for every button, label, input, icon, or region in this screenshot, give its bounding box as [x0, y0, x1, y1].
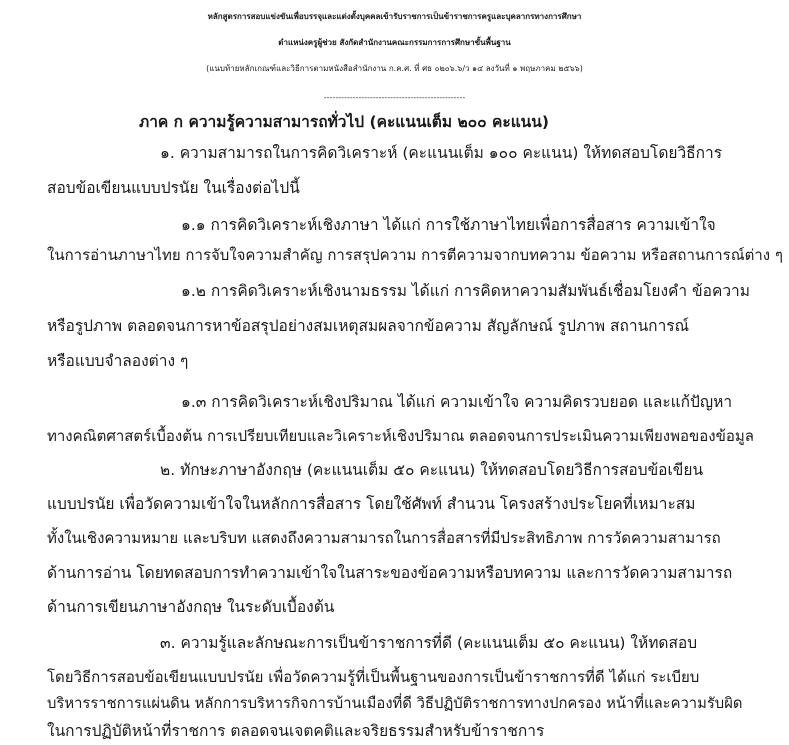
item-1-1-line-2: ในการอ่านภาษาไทย การจับใจความสำคัญ การสรุปความ การตีความจากบทความ ข้อความ หรือสถานการณ์ต่าง ๆ	[47, 246, 783, 264]
item-1-line-1: ๑. ความสามารถในการคิดวิเคราะห์ (คะแนนเต็ม ๑๐๐ คะแนน) ให้ทดสอบโดยวิธีการ	[160, 144, 723, 162]
item-3-line-1: ๓. ความรู้และลักษณะการเป็นข้าราชการที่ดี (คะแนนเต็ม ๕๐ คะแนน) ให้ทดสอบ	[160, 634, 698, 652]
item-2-line-2: แบบปรนัย เพื่อวัดความเข้าใจในหลักการสื่อสาร โดยใช้ศัพท์ สำนวน โครงสร้างประโยคที่เหมาะสม	[47, 495, 696, 513]
item-2-line-1: ๒. ทักษะภาษาอังกฤษ (คะแนนเต็ม ๕๐ คะแนน) ให้ทดสอบโดยวิธีการสอบข้อเขียน	[160, 461, 704, 479]
item-2-line-5: ด้านการเขียนภาษาอังกฤษ ในระดับเบื้องต้น	[47, 598, 335, 616]
item-1-3-line-1: ๑.๓ การคิดวิเคราะห์เชิงปริมาณ ได้แก่ ความเข้าใจ ความคิดรวบยอด และแก้ปัญหา	[181, 393, 733, 411]
subtitle: (แนบท้ายหลักเกณฑ์และวิธีการตามหนังสือสำนักงาน ก.ค.ศ. ที่ ศธ ๐๒๐๖.๖/ว ๑๔ ลงวันที่ ๑ พฤษภาคม ๒๕๖๖)	[206, 64, 583, 73]
divider: -------------------------------------------------	[323, 93, 466, 102]
item-1-2-line-3: หรือแบบจำลองต่าง ๆ	[47, 352, 189, 370]
title-line-1: หลักสูตรการสอบแข่งขันเพื่อบรรจุและแต่งตั้งบุคคลเข้ารับราชการเป็นข้าราชการครูและบุคลากรทางการศึกษา	[207, 12, 582, 21]
title-line-2: ตำแหน่งครูผู้ช่วย สังกัดสำนักงานคณะกรรมการการศึกษาขั้นพื้นฐาน	[278, 38, 511, 47]
item-1-line-2: สอบข้อเขียนแบบปรนัย ในเรื่องต่อไปนี้	[47, 179, 300, 197]
item-1-2-line-2: หรือรูปภาพ ตลอดจนการหาข้อสรุปอย่างสมเหตุสมผลจากข้อความ สัญลักษณ์ รูปภาพ สถานการณ์	[47, 317, 689, 335]
item-1-2-line-1: ๑.๒ การคิดวิเคราะห์เชิงนามธรรม ได้แก่ การคิดหาความสัมพันธ์เชื่อมโยงคำ ข้อความ	[181, 282, 750, 300]
item-3-line-4: ในการปฏิบัติหน้าที่ราชการ ตลอดจนเจตคติและจริยธรรมสำหรับข้าราชการ	[47, 722, 545, 740]
section-heading: ภาค ก ความรู้ความสามารถทั่วไป (คะแนนเต็ม ๒๐๐ คะแนน)	[139, 113, 549, 131]
item-2-line-4: ด้านการอ่าน โดยทดสอบการทำความเข้าใจในสาระของข้อความหรือบทความ และการวัดความสามารถ	[47, 564, 733, 582]
item-1-3-line-2: ทางคณิตศาสตร์เบื้องต้น การเปรียบเทียบและวิเคราะห์เชิงปริมาณ ตลอดจนการประเมินความเพียงพอของข้อมูล	[47, 427, 754, 445]
item-3-line-3: บริหารราชการแผ่นดิน หลักการบริหารกิจการบ้านเมืองที่ดี วิธีปฏิบัติราชการทางปกครอง หน้าที่และความรับผิด	[47, 695, 743, 712]
item-1-1-line-1: ๑.๑ การคิดวิเคราะห์เชิงภาษา ได้แก่ การใช้ภาษาไทยเพื่อการสื่อสาร ความเข้าใจ	[181, 216, 716, 234]
item-2-line-3: ทั้งในเชิงความหมาย และบริบท แสดงถึงความสามารถในการสื่อสารที่มีประสิทธิภาพ การวัดความสามารถ	[47, 529, 721, 547]
item-3-line-2: โดยวิธีการสอบข้อเขียนแบบปรนัย เพื่อวัดความรู้ที่เป็นพื้นฐานของการเป็นข้าราชการที่ดี ได้แก่ ระเบียบ	[47, 668, 700, 686]
